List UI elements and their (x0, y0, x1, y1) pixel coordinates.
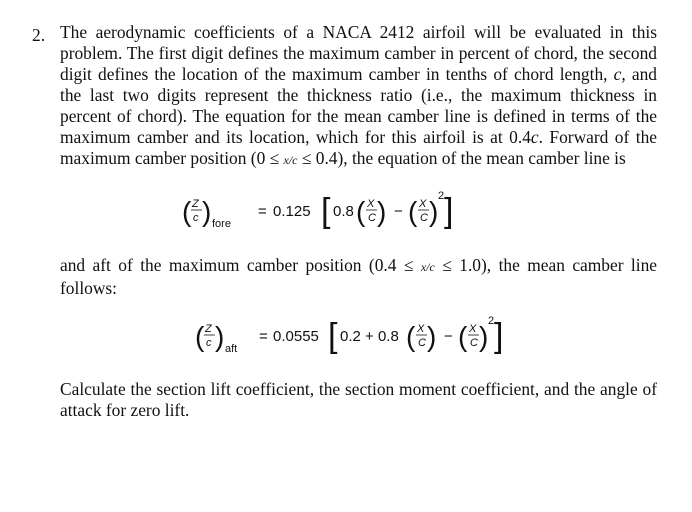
paren-close: ) (202, 196, 212, 227)
intro-paragraph: The aerodynamic coefficients of a NACA 2412 airfoil will be evaluated in this problem. The first digit defines the maximum camber in percent of chord, the second digit defines the location of the maximum camber in tenths of chord length, c, and the last two digits represent the thickness ratio (i.e., the maximum thickness in percent of chord). The equation for the mean camber line is defined in terms of the maximum camber and its location, which for this airfoil is at 0.4c. Forward of the maximum camber position (0 ≤ x/c ≤ 0.4), the equation of the mean camber line is (60, 22, 657, 168)
lhs-den: c (206, 337, 212, 349)
equation-fore (182, 186, 657, 246)
frac-num: X (417, 323, 425, 335)
frac-den: C (368, 212, 376, 224)
problem-number: 2. (32, 25, 46, 45)
bracket-close: ] (494, 317, 504, 355)
coef: 0.125 (273, 203, 311, 220)
paren-close: ) (377, 196, 387, 227)
subscript-fore: fore (212, 218, 231, 230)
minus-sign: − (394, 203, 403, 220)
paren-open: ( (195, 321, 205, 352)
lhs-den: c (193, 212, 199, 224)
frac2-num: X (419, 198, 427, 210)
equals-sign: = (258, 203, 267, 220)
frac2-den: C (470, 337, 478, 349)
paren-open: ( (182, 196, 192, 227)
lhs-num: Z (205, 323, 212, 335)
frac2-num: X (469, 323, 477, 335)
bracket-open: [ (328, 317, 338, 355)
equals-sign: = (259, 328, 268, 345)
paren-close: ) (429, 196, 439, 227)
power: 2 (438, 190, 445, 202)
equation-aft (195, 311, 657, 371)
bracket-close: ] (444, 192, 454, 230)
paren-open: ( (408, 196, 418, 227)
equation-fore-svg (182, 186, 522, 246)
inner-coef: 0.8 (333, 203, 354, 220)
frac2-den: C (420, 212, 428, 224)
paren-open: ( (406, 321, 416, 352)
paren-close: ) (427, 321, 437, 352)
frac-num: X (367, 198, 375, 210)
paren-open: ( (458, 321, 468, 352)
inner-const: 0.2 + 0.8 (340, 328, 399, 345)
equation-aft-svg (195, 311, 535, 371)
power: 2 (488, 315, 495, 327)
closing-paragraph: Calculate the section lift coefficient, the section moment coefficient, and the angle of attack for zero lift. (60, 379, 657, 420)
coef: 0.0555 (273, 328, 319, 345)
paren-open: ( (356, 196, 366, 227)
paren-close: ) (215, 321, 225, 352)
paren-close: ) (479, 321, 489, 352)
middle-paragraph: and aft of the maximum camber position (0.4 ≤ x/c ≤ 1.0), the mean camber line follows: (60, 255, 658, 298)
subscript-aft: aft (225, 343, 238, 355)
minus-sign: − (444, 328, 453, 345)
bracket-open: [ (321, 192, 331, 230)
lhs-num: Z (192, 198, 199, 210)
problem-2 (32, 22, 657, 421)
frac-den: C (418, 337, 426, 349)
